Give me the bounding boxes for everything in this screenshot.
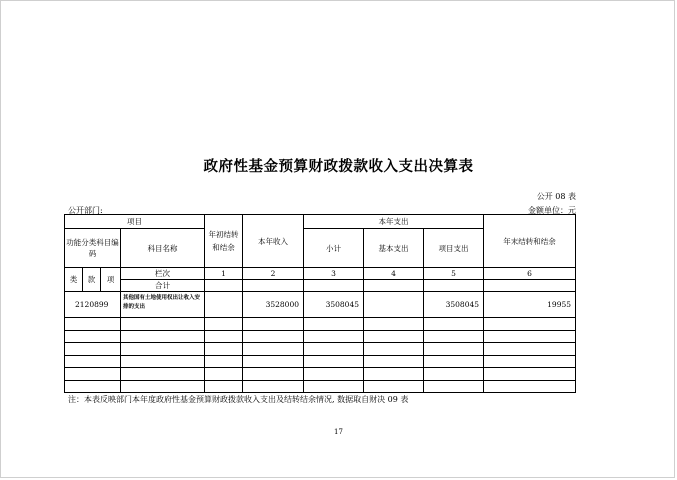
header-subject-name: 科目名称 [121, 229, 205, 268]
total-row [65, 280, 576, 292]
header-project-expenditure: 项目支出 [424, 229, 484, 268]
total-cell [364, 280, 424, 292]
header-subtotal: 小计 [304, 229, 364, 268]
header-section: 款 [83, 268, 101, 292]
document-title: 政府性基金预算财政拨款收入支出决算表 [203, 158, 474, 175]
header-class: 类 [65, 268, 83, 292]
total-cell [304, 280, 364, 292]
empty-row [65, 330, 576, 343]
column-number-1: 1 [205, 268, 243, 280]
column-order-row [65, 268, 576, 280]
header-function-code: 功能分类科目编码 [65, 229, 121, 268]
row-project-expenditure: 3508045 [424, 292, 484, 318]
column-number-2: 2 [243, 268, 304, 280]
row-subtotal: 3508045 [304, 292, 364, 318]
column-number-5: 5 [424, 268, 484, 280]
header-item-level: 项 [101, 268, 121, 292]
empty-row [65, 368, 576, 381]
total-cell [243, 280, 304, 292]
column-number-4: 4 [364, 268, 424, 280]
header-opening-balance: 年初结转和结余 [205, 215, 243, 268]
header-row-1 [65, 215, 576, 229]
header-closing-balance: 年末结转和结余 [484, 215, 576, 268]
row-code: 2120899 [65, 292, 121, 318]
column-number-6: 6 [484, 268, 576, 280]
total-cell [424, 280, 484, 292]
empty-row [65, 380, 576, 393]
table-row [65, 292, 576, 318]
empty-row [65, 318, 576, 331]
row-basic-expenditure [364, 292, 424, 318]
empty-row [65, 355, 576, 368]
column-number-3: 3 [304, 268, 364, 280]
page-number: 17 [334, 428, 343, 436]
row-annual-income: 3528000 [243, 292, 304, 318]
header-basic-expenditure: 基本支出 [364, 229, 424, 268]
header-item: 项目 [65, 215, 205, 229]
table-note: 注：本表反映部门本年度政府性基金预算财政拨款收入支出及结转结余情况, 数据取自财决 09 表 [68, 395, 409, 404]
total-cell [484, 280, 576, 292]
column-order-label: 栏次 [121, 268, 205, 280]
row-opening-balance [205, 292, 243, 318]
department-label: 公开部门: [68, 206, 103, 215]
empty-row [65, 343, 576, 356]
fund-budget-table [64, 214, 576, 393]
header-annual-expenditure: 本年支出 [304, 215, 484, 229]
header-annual-income: 本年收入 [243, 215, 304, 268]
row-subject-name: 其他国有土地使用权出让收入安排的支出 [121, 292, 205, 318]
total-label: 合计 [121, 280, 205, 292]
row-closing-balance: 19955 [484, 292, 576, 318]
form-number: 公开 08 表 [536, 192, 576, 201]
unit-label: 金额单位：元 [528, 206, 576, 215]
total-cell [205, 280, 243, 292]
